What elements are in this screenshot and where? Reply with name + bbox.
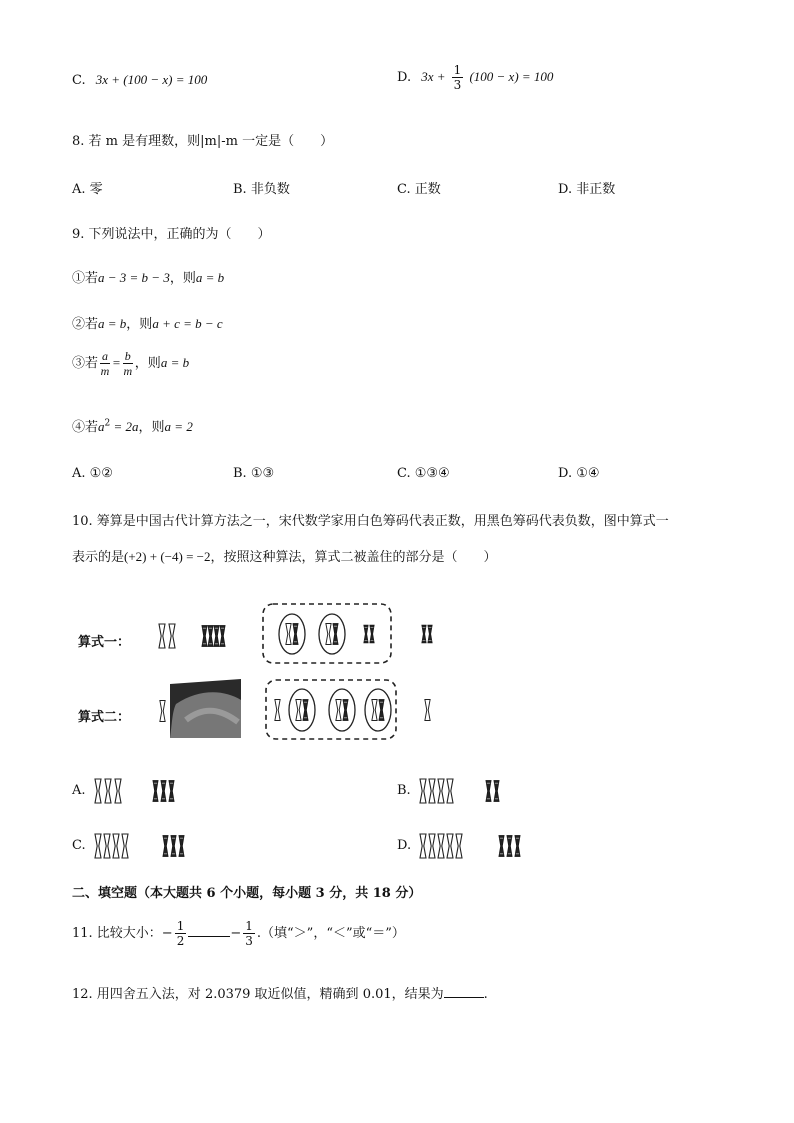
- q7-option-d-label: D.: [397, 70, 412, 85]
- q10-option-a-label: A.: [72, 783, 86, 798]
- black-rod: [507, 836, 512, 857]
- q11: [72, 920, 405, 947]
- white-rod: [447, 834, 453, 858]
- q8-option-c: C. 正数: [397, 182, 441, 197]
- q11-fraction-1: [175, 920, 187, 947]
- black-rod: [171, 836, 176, 857]
- statement-condition: a = b: [98, 316, 127, 331]
- q8-stem: 8. 若 m 是有理数，则|m|-m 一定是（ ）: [72, 134, 334, 149]
- fraction-denominator: 3: [453, 78, 462, 92]
- q9-option-c: C. ①③④: [397, 466, 450, 481]
- q8-option-d: D. 非正数: [558, 182, 616, 197]
- black-rod: [379, 700, 384, 721]
- fraction-denominator: m: [123, 364, 133, 378]
- q7-option-c-expr: 3x + (100 − x) = 100: [95, 72, 208, 87]
- white-rod: [296, 700, 301, 721]
- statement-condition: a − 3 = b − 3: [98, 270, 170, 285]
- white-rod: [95, 834, 101, 858]
- white-rod: [95, 779, 101, 803]
- q12: [72, 983, 488, 1002]
- white-rod: [420, 834, 426, 858]
- statement-conclusion: a + c = b − c: [152, 316, 223, 331]
- row1-black-rods: [202, 626, 225, 647]
- black-rod: [428, 625, 433, 643]
- white-rod: [438, 779, 444, 803]
- black-rod: [202, 626, 207, 647]
- black-rod: [494, 781, 499, 802]
- black-rod: [214, 626, 219, 647]
- row1-circled-pairs: [279, 614, 345, 654]
- white-rod: [438, 834, 444, 858]
- black-rod: [422, 625, 427, 643]
- q11-pre: 11. 比较大小：−: [72, 926, 173, 941]
- fraction-denominator: 2: [176, 934, 185, 948]
- q11-post: .（填“＞”，“＜”或“＝”）: [256, 926, 405, 941]
- fraction-numerator: 1: [245, 919, 253, 933]
- black-rod: [161, 781, 166, 802]
- black-rod: [303, 700, 308, 721]
- statement-marker: ④若: [72, 420, 99, 435]
- q10-option-c-label: C.: [72, 838, 86, 853]
- equals-sign: =: [112, 355, 121, 370]
- answer-blank[interactable]: [444, 985, 484, 998]
- q10-line2-pre: 表示的是: [72, 550, 125, 565]
- circle-ring: [279, 614, 305, 654]
- statement-then: ，则: [134, 356, 161, 371]
- black-rod: [515, 836, 520, 857]
- q9-stem: 9. 下列说法中，正确的为（ ）: [72, 227, 271, 242]
- fraction-numerator: b: [124, 349, 131, 363]
- q9-option-b: B. ①③: [233, 466, 275, 481]
- q10-option-b-label: B.: [397, 783, 411, 798]
- black-rod: [163, 836, 168, 857]
- q8-option-b: B. 非负数: [233, 182, 290, 197]
- q7-option-d-pre: 3x +: [421, 69, 446, 84]
- white-rod: [122, 834, 128, 858]
- white-rod: [275, 700, 280, 721]
- fraction-numerator: 1: [453, 63, 462, 77]
- figure-label-2: 算式二：: [78, 710, 131, 725]
- statement-then: ，则: [126, 317, 153, 332]
- black-rod: [499, 836, 504, 857]
- white-rod: [420, 779, 426, 803]
- black-rod: [208, 626, 213, 647]
- white-rod: [286, 624, 291, 645]
- white-rod: [372, 700, 377, 721]
- black-rod: [169, 781, 174, 802]
- statement-then: ，则: [138, 420, 165, 435]
- section-heading: 二、填空题（本大题共 6 个小题，每小题 3 分，共 18 分）: [72, 886, 422, 901]
- circle-ring: [329, 689, 355, 731]
- statement-condition: = 2a: [110, 419, 139, 434]
- q11-mid: −: [230, 926, 242, 941]
- option-b-rods: [420, 779, 499, 803]
- circle-ring: [365, 689, 391, 731]
- statement-then: ，则: [169, 271, 196, 286]
- circle-ring: [319, 614, 345, 654]
- row2-circled-pairs: [289, 689, 391, 731]
- black-rod: [293, 624, 298, 645]
- black-rod: [486, 781, 491, 802]
- circle-ring: [289, 689, 315, 731]
- q8-option-a: A. 零: [72, 182, 103, 197]
- q10-option-d-label: D.: [397, 838, 412, 853]
- statement-conclusion: a = b: [195, 270, 225, 285]
- white-rod: [115, 779, 121, 803]
- fraction-numerator: 1: [176, 919, 185, 933]
- figure-label-1: 算式一：: [78, 635, 131, 650]
- black-rod: [179, 836, 184, 857]
- q12-text: 12. 用四舍五入法，对 2.0379 取近似值，精确到 0.01，结果为: [72, 987, 444, 1002]
- statement-marker: ③若: [72, 356, 99, 371]
- black-rod: [153, 781, 158, 802]
- q11-fraction-2: [243, 920, 255, 947]
- black-rod: [364, 625, 369, 643]
- white-rod: [456, 834, 462, 858]
- q10-stem-line1: 10. 筹算是中国古代计算方法之一，宋代数学家用白色筹码代表正数，用黑色筹码代表负数，图中算式一: [72, 514, 669, 529]
- white-rod: [169, 624, 175, 648]
- q12-end: .: [483, 987, 488, 1002]
- black-rod: [343, 700, 348, 721]
- q9-option-a: A. ①②: [72, 466, 113, 481]
- white-rod: [105, 779, 111, 803]
- statement-marker: ①若: [72, 271, 99, 286]
- statement-marker: ②若: [72, 317, 99, 332]
- white-rod: [425, 700, 430, 721]
- option-d-rods: [420, 834, 520, 858]
- fraction-denominator: 3: [245, 934, 253, 948]
- white-rod: [429, 834, 435, 858]
- q7-option-c-label: C.: [72, 73, 86, 88]
- option-c-rods: [95, 834, 184, 858]
- white-rod: [429, 779, 435, 803]
- covered-part: [170, 679, 241, 738]
- white-rod: [159, 624, 165, 648]
- white-rod: [160, 701, 165, 722]
- q7-option-d-post: (100 − x) = 100: [469, 69, 554, 84]
- black-rod: [333, 624, 338, 645]
- white-rod: [336, 700, 341, 721]
- white-rod: [113, 834, 119, 858]
- option-a-rods: [95, 779, 174, 803]
- statement-exponent: 2: [104, 418, 111, 429]
- black-rod: [370, 625, 375, 643]
- statement-conclusion: a = 2: [164, 419, 193, 434]
- statement-conclusion: a = b: [160, 355, 190, 370]
- black-rod: [220, 626, 225, 647]
- q10-line2-post: ，按照这种算法，算式二被盖住的部分是（ ）: [210, 550, 497, 565]
- fraction-numerator: a: [102, 349, 109, 363]
- white-rod: [104, 834, 110, 858]
- white-rod: [447, 779, 453, 803]
- answer-blank[interactable]: [188, 924, 230, 937]
- statement-base: a: [98, 419, 105, 434]
- white-rod: [326, 624, 331, 645]
- q10-line2-expr: (+2) + (−4) = −2: [124, 549, 211, 564]
- fraction-denominator: m: [100, 364, 110, 378]
- q9-option-d: D. ①④: [558, 466, 600, 481]
- row1-white-rods: [159, 624, 175, 648]
